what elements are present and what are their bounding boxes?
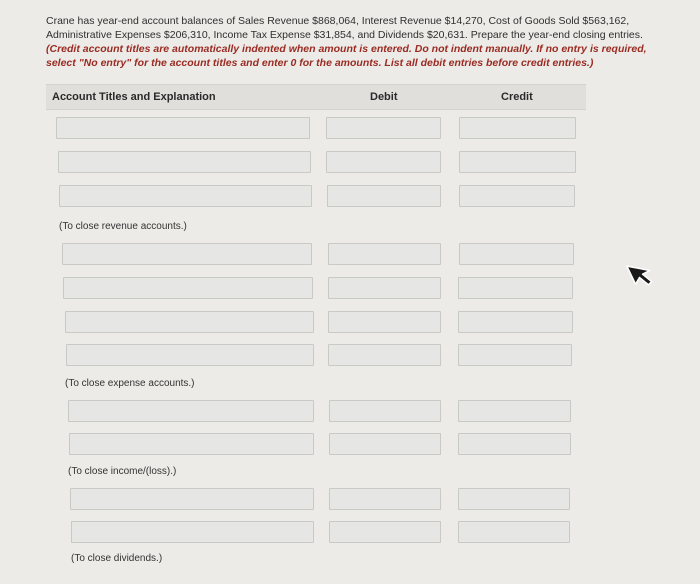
debit-input-3[interactable] [327,185,441,207]
account-title-input-6[interactable] [65,311,314,333]
note-close-expense: (To close expense accounts.) [65,378,195,389]
table-header [46,84,586,110]
credit-input-10[interactable] [458,488,570,510]
debit-input-6[interactable] [328,311,441,333]
note-close-revenue: (To close revenue accounts.) [59,221,187,232]
debit-input-7[interactable] [328,344,441,366]
credit-input-3[interactable] [459,185,575,207]
debit-input-8[interactable] [329,400,441,422]
debit-input-10[interactable] [329,488,441,510]
account-title-input-5[interactable] [63,277,313,299]
problem-statement [46,14,674,70]
credit-input-2[interactable] [459,151,576,173]
header-credit: Credit [501,91,533,103]
debit-input-1[interactable] [326,117,441,139]
account-title-input-2[interactable] [58,151,311,173]
credit-input-4[interactable] [459,243,574,265]
mouse-pointer-icon [626,258,654,288]
debit-input-2[interactable] [326,151,441,173]
account-title-input-8[interactable] [68,400,314,422]
account-title-input-3[interactable] [59,185,312,207]
account-title-input-7[interactable] [66,344,314,366]
account-title-input-9[interactable] [69,433,314,455]
credit-input-9[interactable] [458,433,571,455]
account-title-input-10[interactable] [70,488,314,510]
credit-input-11[interactable] [458,521,570,543]
credit-input-8[interactable] [458,400,571,422]
account-title-input-1[interactable] [56,117,310,139]
header-debit: Debit [370,91,398,103]
account-title-input-4[interactable] [62,243,312,265]
credit-input-6[interactable] [458,311,573,333]
header-account-titles: Account Titles and Explanation [52,91,216,103]
credit-input-1[interactable] [459,117,576,139]
credit-input-5[interactable] [458,277,573,299]
note-close-income: (To close income/(loss).) [68,466,177,477]
debit-input-5[interactable] [328,277,441,299]
problem-text: Crane has year-end account balances of Sales Revenue $868,064, Interest Revenue $14,270, Cost of Goods Sold $563,162, Administrative Expenses $206,310, Income Tax Expense $31,854, and Dividends $20,631. Prepare the year-end closing entries. [46,15,643,41]
debit-input-11[interactable] [329,521,441,543]
note-close-dividends: (To close dividends.) [71,553,163,564]
debit-input-9[interactable] [329,433,441,455]
problem-instructions: (Credit account titles are automatically indented when amount is entered. Do not indent manually. If no entry is required, select "No entry" for the account titles and enter 0 for the amounts. List all debit entries before credit entries.) [46,43,647,69]
credit-input-7[interactable] [458,344,572,366]
debit-input-4[interactable] [328,243,441,265]
account-title-input-11[interactable] [71,521,314,543]
